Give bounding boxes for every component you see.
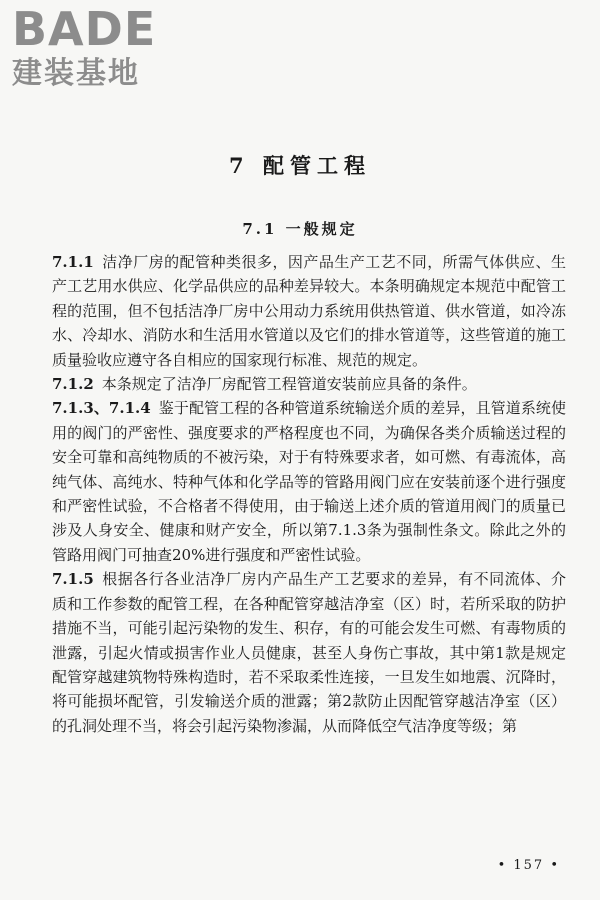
clause-number: 7.1.1 (52, 253, 94, 271)
clause-number: 7.1.2 (52, 375, 94, 394)
clause-text: 根据各行各业洁净厂房内产品生产工艺要求的差异，有不同流体、介质和工作参数的配管工程，在各种配管穿越洁净室（区）时，若所采取的防护措施不当，可能引起污染物的发生、积存，有的可能会发生可燃、有毒物质的泄露，引起火情或损害作业人员健康，甚至人身伤亡事故，其中第1款是规定配管穿越建筑物特殊构造时，若不采取柔性连接，一旦发生如地震、沉降时，将可能损坏配管，引发输送介质的泄露；第2款防止因配管穿越洁净室（区）的孔洞处理不当，将会引起污染物渗漏，从而降低空气洁净度等级；第 (52, 570, 566, 735)
paragraph-7-1-3-7-1-4 (52, 396, 566, 567)
paragraph-7-1-5 (52, 567, 566, 738)
document-body (52, 250, 566, 738)
clause-text: 本条规定了洁净厂房配管工程管道安装前应具备的条件。 (101, 375, 477, 394)
paragraph-7-1-2 (52, 372, 566, 396)
page-number: • 157 • (497, 858, 560, 873)
clause-number: 7.1.3、7.1.4 (52, 399, 151, 418)
clause-text: 洁净厂房的配管种类很多，因产品生产工艺不同，所需气体供应、生产工艺用水供应、化学品供应的品种差异较大。本条明确规定本规范中配管工程的范围，但不包括洁净厂房中公用动力系统用供热管道、供水管道，如冷冻水、冷却水、消防水和生活用水管道以及它们的排水管道等，这些管道的施工质量验收应遵守各自相应的国家现行标准、规范的规定。 (52, 253, 566, 369)
logo-subtitle: 建装基地 (12, 56, 140, 91)
clause-text: 鉴于配管工程的各种管道系统输送介质的差异，且管道系统使用的阀门的严密性、强度要求的严格程度也不同，为确保各类介质输送过程的安全可靠和高纯物质的不被污染，对于有特殊要求者，如可燃、有毒流体，高纯气体、高纯水、特种气体和化学品等的管路用阀门应在安装前逐个进行强度和严密性试验，不合格者不得使用，由于输送上述介质的管道用阀门的质量已涉及人身安全、健康和财产安全，所以第7.1.3条为强制性条文。除此之外的管路用阀门可抽查20%进行强度和严密性试验。 (52, 399, 566, 564)
chapter-title: 7 配管工程 (229, 153, 371, 178)
bade-logo (12, 4, 182, 92)
section-title: 7.1 一般规定 (242, 220, 358, 238)
paragraph-7-1-1 (52, 250, 566, 372)
clause-number: 7.1.5 (52, 570, 94, 589)
logo-wordmark: BADE (12, 2, 157, 56)
